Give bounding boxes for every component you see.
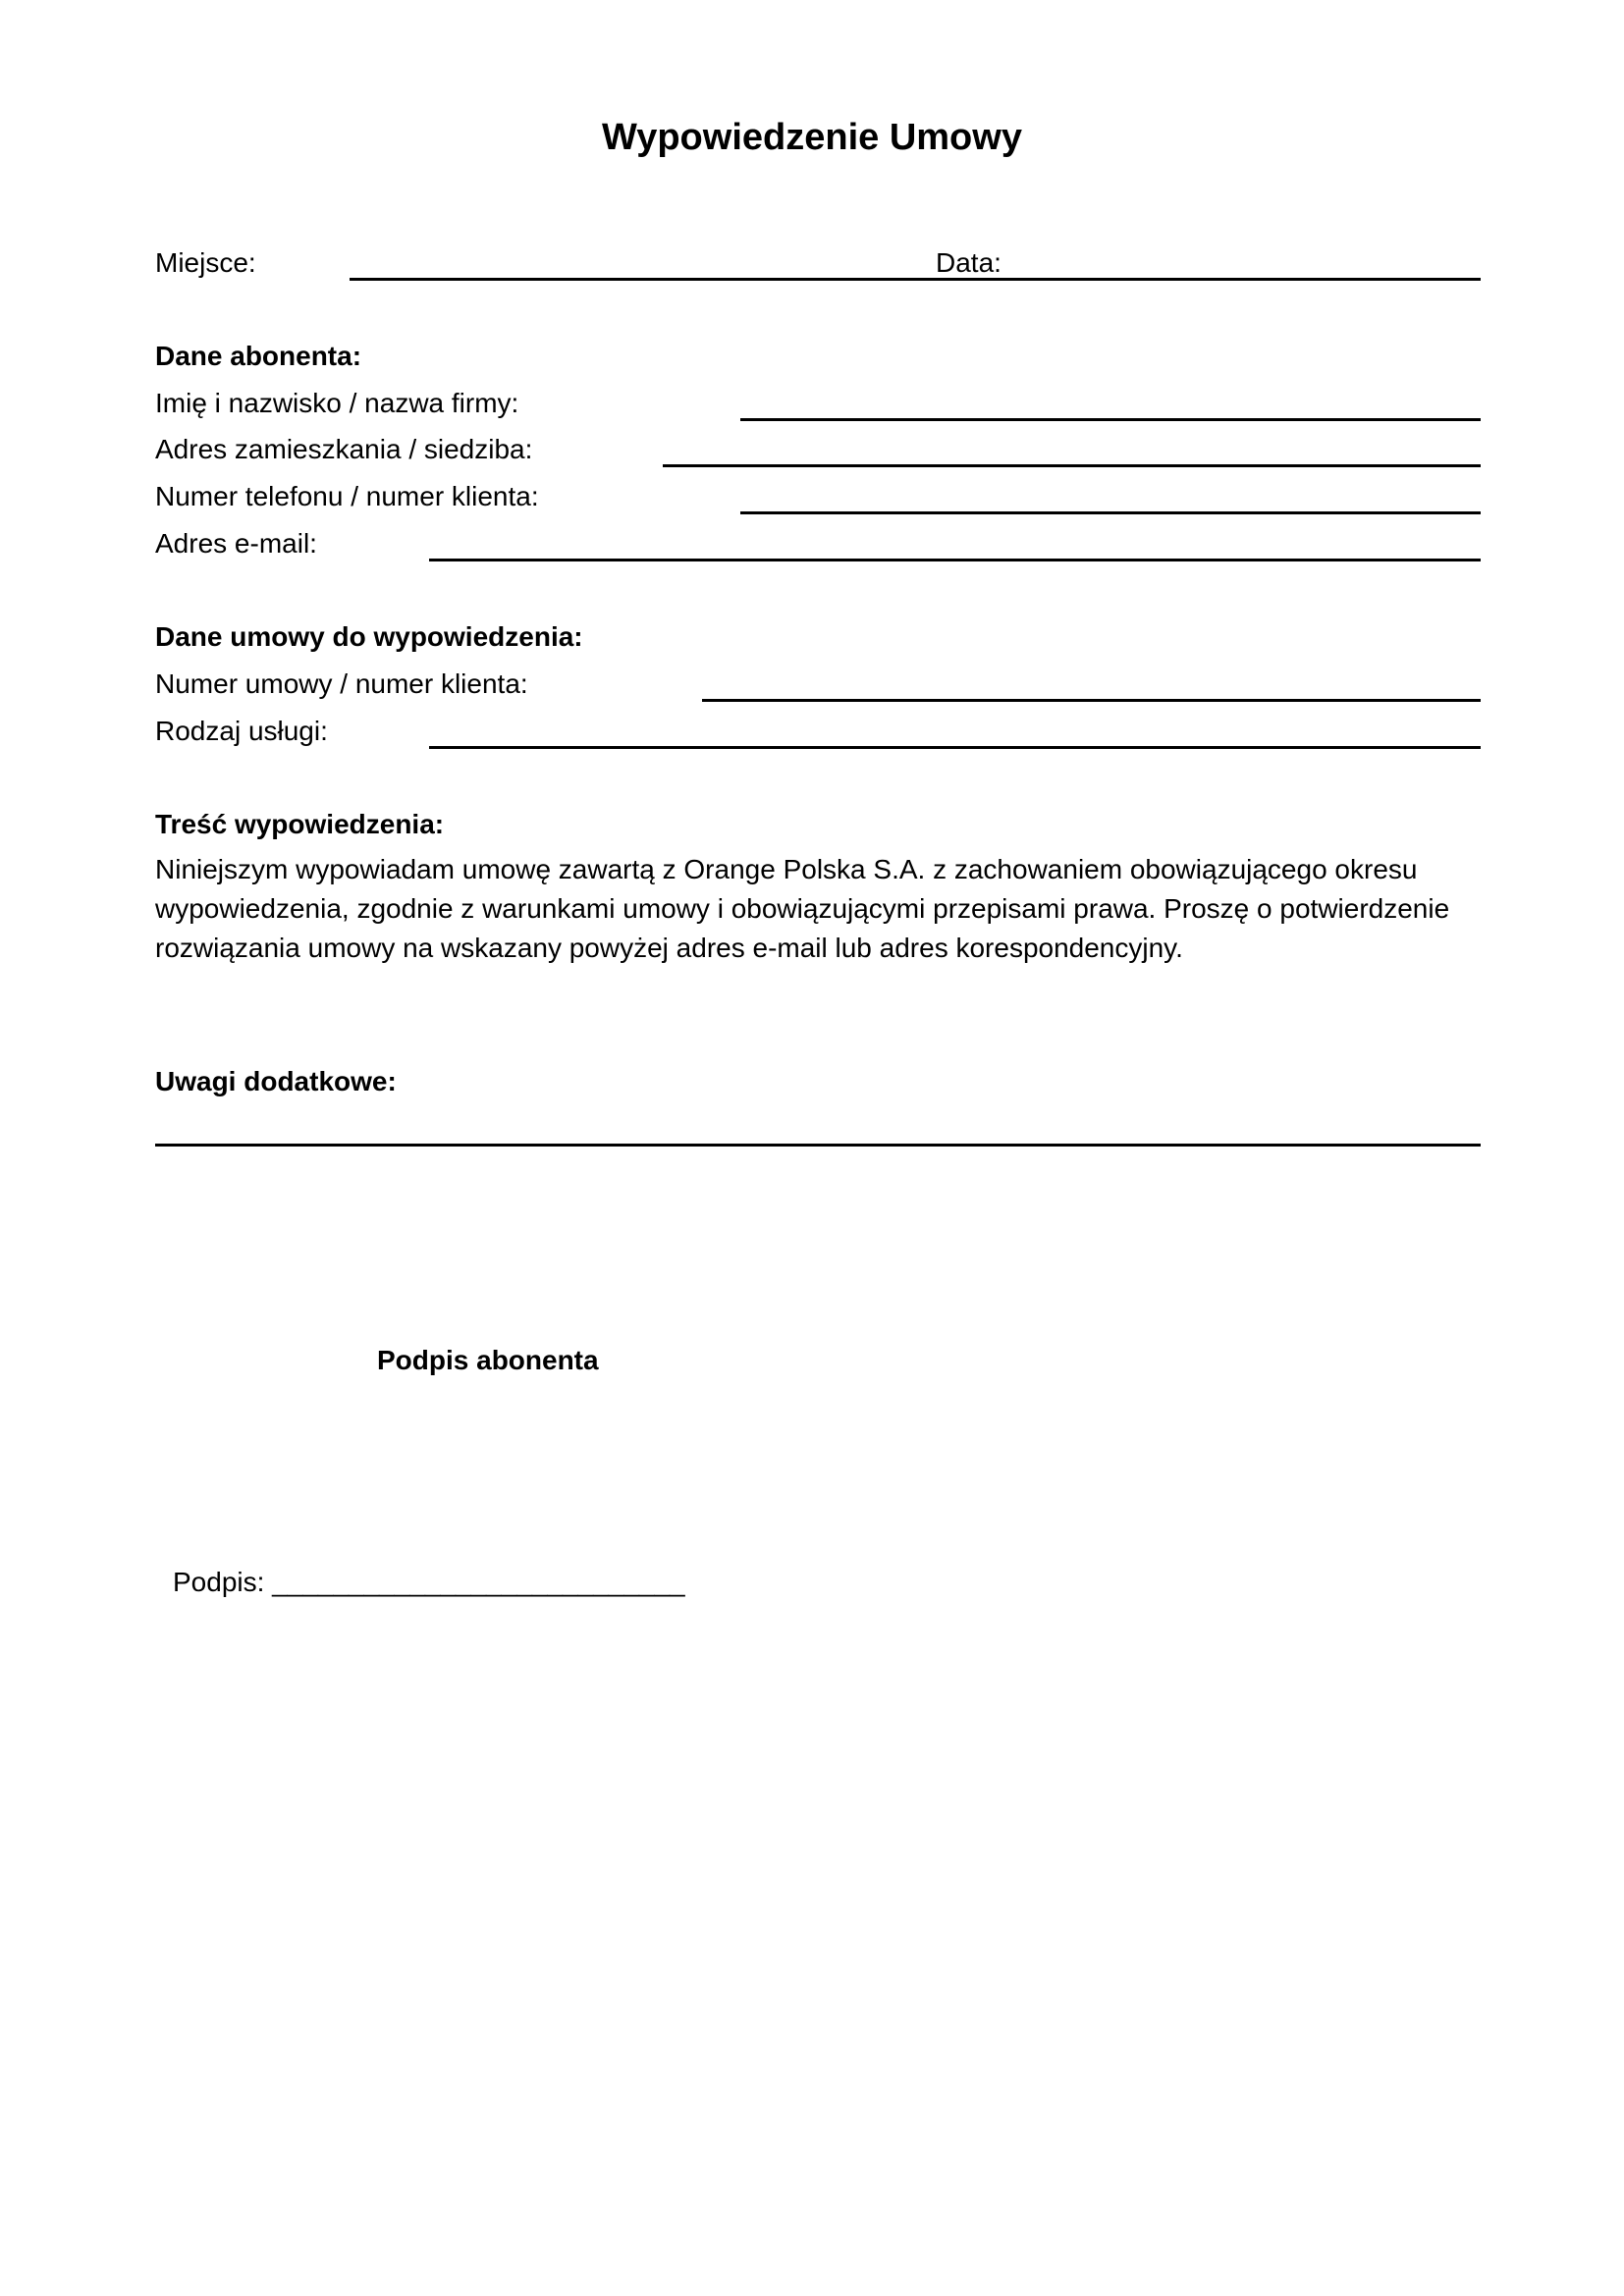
signature-label: Podpis: ___________________________ <box>173 1567 685 1597</box>
service-line <box>429 746 1481 749</box>
content-heading: Treść wypowiedzenia: <box>155 809 445 839</box>
contract-number-line <box>702 699 1481 702</box>
address-line <box>663 464 1481 467</box>
document-title: Wypowiedzenie Umowy <box>602 117 1022 158</box>
remarks-line <box>155 1144 1481 1147</box>
phone-label: Numer telefonu / numer klienta: <box>155 481 539 511</box>
service-label: Rodzaj usługi: <box>155 716 328 746</box>
content-paragraph: Niniejszym wypowiadam umowę zawartą z Orange Polska S.A. z zachowaniem obowiązującego okresu wypowiedzenia, zgodnie z warunkami umowy i obowiązującymi przepisami prawa. Proszę o potwierdzenie rozwiązania umowy na wskazany powyżej adres e-mail lub adres korespondencyjny. <box>155 854 1450 963</box>
remarks-heading: Uwagi dodatkowe: <box>155 1066 397 1096</box>
name-line <box>740 418 1481 421</box>
subscriber-heading: Dane abonenta: <box>155 341 362 371</box>
name-label: Imię i nazwisko / nazwa firmy: <box>155 388 519 418</box>
phone-line <box>740 511 1481 514</box>
contract-heading: Dane umowy do wypowiedzenia: <box>155 621 583 652</box>
address-label: Adres zamieszkania / siedziba: <box>155 434 533 464</box>
place-label: Miejsce: <box>155 247 256 278</box>
email-label: Adres e-mail: <box>155 528 317 559</box>
contract-number-label: Numer umowy / numer klienta: <box>155 668 528 699</box>
date-label: Data: <box>936 247 1001 278</box>
email-line <box>429 559 1481 561</box>
signature-heading: Podpis abonenta <box>377 1345 599 1375</box>
place-date-line <box>350 278 1481 281</box>
